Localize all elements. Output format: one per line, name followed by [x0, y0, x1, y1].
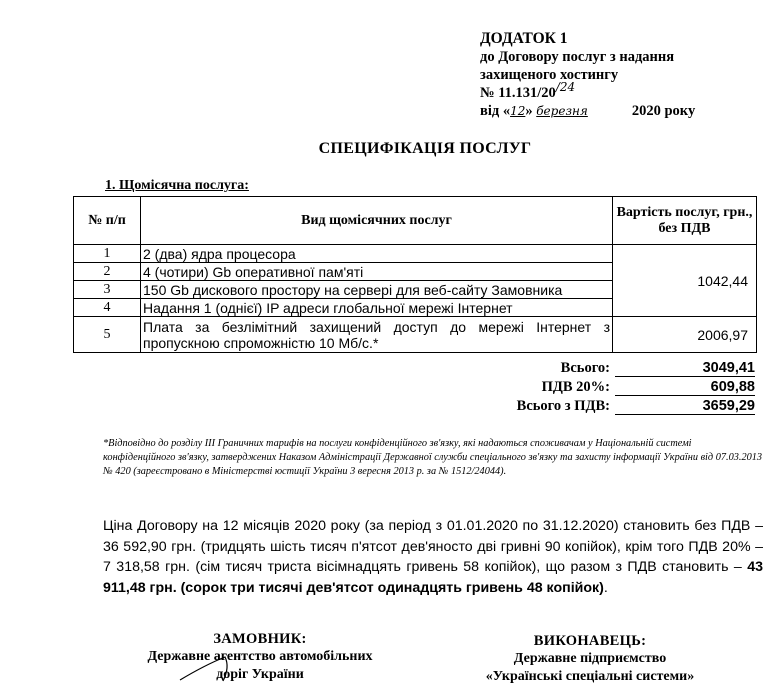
addendum-title: ДОДАТОК 1	[480, 30, 568, 47]
contractor-role: ВИКОНАВЕЦЬ:	[533, 633, 647, 649]
row-num: 3	[74, 281, 141, 299]
contract-price-paragraph	[103, 516, 763, 598]
addendum-header	[480, 30, 760, 120]
section-title: 1. Щомісячна послуга:	[105, 178, 249, 193]
row-num: 5	[74, 317, 141, 353]
vat-label: ПДВ 20%:	[541, 379, 610, 395]
row-service: 150 Gb дискового простору на сервері для веб-сайту Замовника	[141, 281, 613, 299]
date-day-handwritten: 12	[510, 104, 526, 118]
table-row	[74, 317, 757, 353]
contractor-name-line-1: Державне підприємство	[513, 651, 667, 666]
header-cost: Вартість послуг, грн., без ПДВ	[613, 197, 757, 245]
contract-number	[480, 80, 760, 102]
signature-stroke	[175, 655, 265, 682]
date-month-handwritten: березня	[536, 104, 588, 118]
contract-number-printed: № 11.131/20	[480, 85, 556, 101]
price-text-total: 43 911,48 грн. (сорок три тисячі дев'ятсот одинадцять гривень 48 копійок)	[103, 559, 763, 596]
date-mid: »	[525, 103, 533, 119]
vat-value: 609,88	[615, 379, 755, 396]
total-label: Всього:	[560, 360, 610, 376]
header-service: Вид щомісячних послуг	[141, 197, 613, 245]
contractor-name-line-2: «Українські спеціальні системи»	[485, 669, 695, 684]
addendum-line-3: захищеного хостингу	[480, 67, 619, 83]
price-text-end: .	[603, 579, 608, 596]
row-service: 4 (чотири) Gb оперативної пам'яті	[141, 263, 613, 281]
addendum-line-2: до Договору послуг з надання	[480, 49, 675, 65]
services-table	[73, 196, 757, 353]
contractor-block	[470, 632, 710, 686]
footnote: *Відповідно до розділу ІІІ Граничних тарифів на послуги конфіденційного зв'язку, які надаються споживачам у Національній системі конфіденційного зв'язку, затверджених Наказом Адміністрації Державної служби спеціального зв'язку та захисту інформації України від 07.03.2013 № 420 (зареєстровано в Міністерстві юстиції України 3 вересня 2013 р. за № 1512/24044).	[103, 438, 763, 477]
customer-name-line-1: Державне агентство автомобільних	[147, 649, 373, 664]
contract-number-handwritten: /24	[555, 80, 576, 94]
total-with-vat-value: 3659,29	[615, 398, 755, 415]
table-header-row	[74, 197, 757, 245]
row-service: Надання 1 (однієї) IP адреси глобальної мережі Інтернет	[141, 299, 613, 317]
row-num: 1	[74, 245, 141, 263]
date-prefix: від «	[480, 103, 511, 119]
total-value: 3049,41	[615, 360, 755, 377]
date-year: 2020 року	[631, 103, 696, 119]
row-num: 4	[74, 299, 141, 317]
cost-row-5: 2006,97	[613, 317, 757, 353]
group-cost-1-4: 1042,44	[613, 245, 757, 317]
customer-name-line-2: доріг України	[216, 667, 304, 682]
row-service: Плата за безлімітний захищений доступ до мережі Інтернет з пропускною спроможністю 10 Мб/с.*	[141, 317, 613, 353]
customer-role: ЗАМОВНИК:	[213, 631, 307, 647]
row-num: 2	[74, 263, 141, 281]
specification-title: СПЕЦИФІКАЦІЯ ПОСЛУГ	[318, 140, 532, 157]
header-num: № п/п	[74, 197, 141, 245]
table-row	[74, 245, 757, 263]
price-text-main: Ціна Договору на 12 місяців 2020 року (за період з 01.01.2020 по 31.12.2020) становить без ПДВ – 36 592,90 грн. (тридцять шість тисяч п'ятсот дев'яносто дві гривні 90 копійок), крім того ПДВ 20% – 7 318,58 грн. (сім тисяч триста вісімнадцять гривень 58 копійок), що разом з ПДВ становить –	[103, 518, 763, 575]
total-with-vat-label: Всього з ПДВ:	[516, 398, 610, 414]
row-service: 2 (два) ядра процесора	[141, 245, 613, 263]
contract-date	[480, 102, 760, 120]
